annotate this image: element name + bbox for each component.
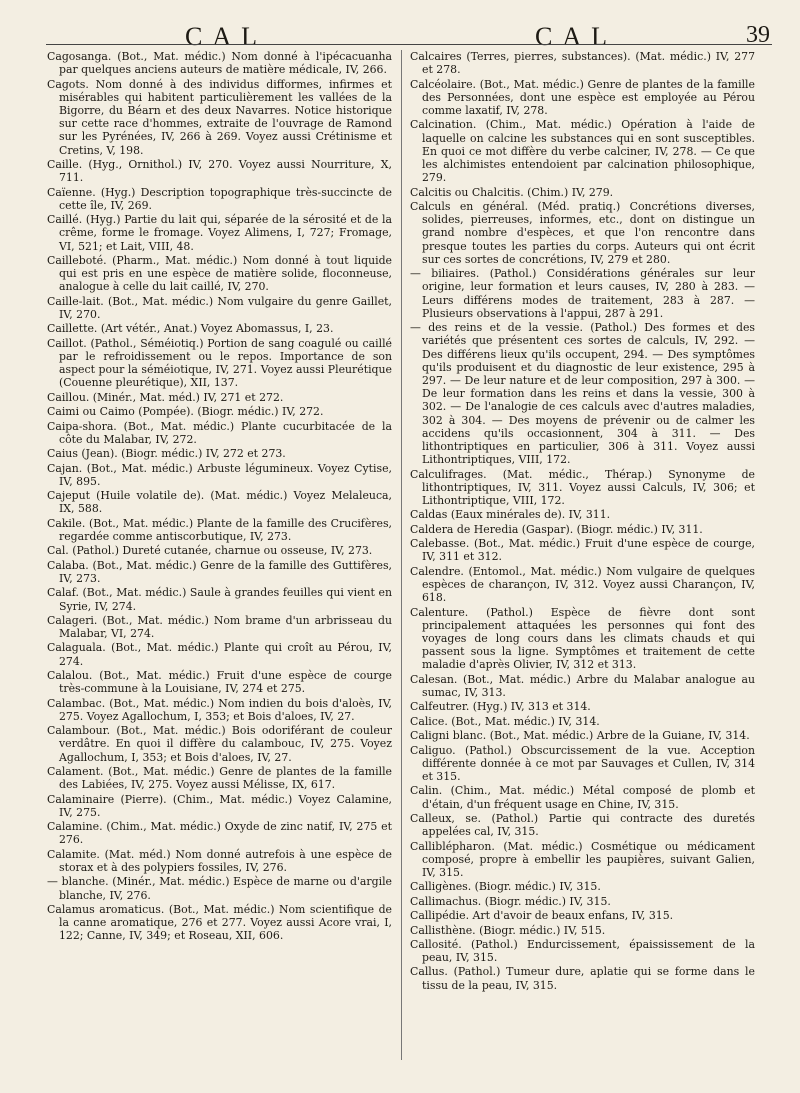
dictionary-entry: Caipa-shora. (Bot., Mat. médic.) Plante cucurbitacée de la côte du Malabar, IV, 272. xyxy=(47,419,392,446)
header-rule xyxy=(46,44,772,45)
left-column xyxy=(47,50,392,944)
page-number: 39 xyxy=(746,22,770,48)
dictionary-entry: Caillé. (Hyg.) Partie du lait qui, séparée de la sérosité et de la crême, forme le fromage. Voyez Alimens, I, 727; Fromage, VI, 521; et Lait, VIII, 48. xyxy=(47,213,392,253)
dictionary-entry: Caille. (Hyg., Ornithol.) IV, 270. Voyez aussi Nourriture, X, 711. xyxy=(47,158,392,185)
dictionary-entry: Calculifrages. (Mat. médic., Thérap.) Synonyme de lithontriptiques, IV, 311. Voyez aussi Calculs, IV, 306; et Lithontriptique, VIII, 172. xyxy=(410,467,755,508)
dictionary-entry: Cajeput (Huile volatile de). (Mat. médic.) Voyez Melaleuca, IX, 588. xyxy=(47,489,392,516)
dictionary-entry: Caliguo. (Pathol.) Obscurcissement de la vue. Acception différente donnée à ce mot par Sauvages et Cullen, IV, 314 et 315. xyxy=(410,743,755,783)
dictionary-entry: Cal. (Pathol.) Dureté cutanée, charnue ou osseuse, IV, 273. xyxy=(47,544,373,558)
dictionary-entry: Calcaires (Terres, pierres, substances). (Mat. médic.) IV, 277 et 278. xyxy=(410,50,755,77)
dictionary-entry: Calculs en général. (Méd. pratiq.) Concrétions diverses, solides, pierreuses, informes, etc., dont on distingue un grand nombre d'espèces, et que l'on rencontre dans presque toutes les parties du corps. Auteurs qui ont écrit sur ces sortes de concrétions, IV, 279 et 280. xyxy=(410,199,755,266)
column-separator xyxy=(401,50,402,1060)
dictionary-entry: Calageri. (Bot., Mat. médic.) Nom brame d'un arbrisseau du Malabar, VI, 274. xyxy=(47,613,392,641)
dictionary-entry: Callipédie. Art d'avoir de beaux enfans, IV, 315. xyxy=(410,909,674,923)
dictionary-entry: Calebasse. (Bot., Mat. médic.) Fruit d'une espèce de courge, IV, 311 et 312. xyxy=(410,537,755,564)
dictionary-entry: Caldera de Heredia (Gaspar). (Biogr. médic.) IV, 311. xyxy=(410,522,703,536)
dictionary-entry: Callus. (Pathol.) Tumeur dure, aplatie qui se forme dans le tissu de la peau, IV, 315. xyxy=(410,965,755,992)
dictionary-entry: Calaminaire (Pierre). (Chim., Mat. médic.) Voyez Calamine, IV, 275. xyxy=(47,792,392,819)
dictionary-entry: Cakile. (Bot., Mat. médic.) Plante de la famille des Crucifères, regardée comme antiscorbutique, IV, 273. xyxy=(47,516,392,543)
dictionary-entry: Caligni blanc. (Bot., Mat. médic.) Arbre de la Guiane, IV, 314. xyxy=(410,729,750,743)
dictionary-entry: Calcination. (Chim., Mat. médic.) Opération à l'aide de laquelle on calcine les substances qui en sont susceptibles. En quoi ce mot diffère du verbe calciner, IV, 278. — Ce que les alchimistes entendoient par calcination philosophique, 279. xyxy=(410,118,755,185)
dictionary-entry: Calice. (Bot., Mat. médic.) IV, 314. xyxy=(410,714,600,728)
dictionary-entry: Callosité. (Pathol.) Endurcissement, épaississement de la peau, IV, 315. xyxy=(410,937,755,965)
dictionary-entry: Calambour. (Bot., Mat. médic.) Bois odoriférant de couleur verdâtre. En quoi il diffère du calambouc, IV, 275. Voyez Agallochum, I, 353; et Bois d'aloes, IV, 27. xyxy=(47,724,392,764)
dictionary-entry: Callisthène. (Biogr. médic.) IV, 515. xyxy=(410,923,606,937)
dictionary-entry: Calin. (Chim., Mat. médic.) Métal composé de plomb et d'étain, d'un fréquent usage en Chine, IV, 315. xyxy=(410,784,755,811)
dictionary-entry: Calalou. (Bot., Mat. médic.) Fruit d'une espèce de courge très-commune à la Louisiane, IV, 274 et 275. xyxy=(47,669,392,696)
dictionary-entry: Calaguala. (Bot., Mat. médic.) Plante qui croît au Pérou, IV, 274. xyxy=(47,641,392,668)
dictionary-entry: Caïenne. (Hyg.) Description topographique très-succincte de cette île, IV, 269. xyxy=(47,185,392,212)
dictionary-entry: Calleux, se. (Pathol.) Partie qui contracte des duretés appelées cal, IV, 315. xyxy=(410,811,755,839)
dictionary-entry: Calendre. (Entomol., Mat. médic.) Nom vulgaire de quelques espèces de charançon, IV, 312. Voyez aussi Charançon, IV, 618. xyxy=(410,564,755,605)
dictionary-entry: Calesan. (Bot., Mat. médic.) Arbre du Malabar analogue au sumac, IV, 313. xyxy=(410,672,755,699)
dictionary-entry: Calcitis ou Chalcitis. (Chim.) IV, 279. xyxy=(410,185,614,199)
dictionary-entry: Calambac. (Bot., Mat. médic.) Nom indien du bois d'aloès, IV, 275. Voyez Agallochum, I, 353; et Bois d'aloes, IV, 27. xyxy=(47,696,392,723)
dictionary-entry: Callimachus. (Biogr. médic.) IV, 315. xyxy=(410,894,611,908)
dictionary-entry: Calaba. (Bot., Mat. médic.) Genre de la famille des Guttifères, IV, 273. xyxy=(47,558,392,585)
dictionary-entry: — biliaires. (Pathol.) Considérations générales sur leur origine, leur formation et leurs causes, IV, 280 à 283. — Leurs différens modes de traitement, 283 à 287. — Plusieurs observations à l'appui, 287 à 291. xyxy=(410,267,755,320)
dictionary-entry: Caillette. (Art vétér., Anat.) Voyez Abomassus, I, 23. xyxy=(47,322,334,336)
dictionary-entry: Caius (Jean). (Biogr. médic.) IV, 272 et 273. xyxy=(47,447,286,461)
dictionary-entry: Calaf. (Bot., Mat. médic.) Saule à grandes feuilles qui vient en Syrie, IV, 274. xyxy=(47,586,392,613)
dictionary-entry: Caillot. (Pathol., Séméiotiq.) Portion de sang coagulé ou caillé par le refroidissement ou le repos. Importance de son aspect pour la séméiotique, IV, 271. Voyez aussi Pleurétique (Couenne pleurétique), XII, 137. xyxy=(47,336,392,390)
running-head-left: CAL xyxy=(185,22,267,51)
dictionary-entry: Caille-lait. (Bot., Mat. médic.) Nom vulgaire du genre Gaillet, IV, 270. xyxy=(47,294,392,321)
dictionary-entry: Cagosanga. (Bot., Mat. médic.) Nom donné à l'ipécacuanha par quelques anciens auteurs de matière médicale, IV, 266. xyxy=(47,50,392,77)
dictionary-entry: Calligènes. (Biogr. médic.) IV, 315. xyxy=(410,880,601,894)
dictionary-entry: Caimi ou Caimo (Pompée). (Biogr. médic.) IV, 272. xyxy=(47,405,324,419)
right-column xyxy=(410,50,755,993)
dictionary-entry: Calamus aromaticus. (Bot., Mat. médic.) Nom scientifique de la canne aromatique, 276 et 277. Voyez aussi Acore vrai, I, 122; Canne, IV, 349; et Roseau, XII, 606. xyxy=(47,903,392,943)
dictionary-entry: Calament. (Bot., Mat. médic.) Genre de plantes de la famille des Labiées, IV, 275. Voyez aussi Mélisse, IX, 617. xyxy=(47,765,392,792)
dictionary-entry: Calenture. (Pathol.) Espèce de fièvre dont sont principalement attaquées les personnes qui font des voyages de long cours dans les climats chauds et qui passent sous la ligne. Symptômes et traitement de cette maladie d'après Olivier, IV, 312 et 313. xyxy=(410,605,755,672)
dictionary-entry: Cajan. (Bot., Mat. médic.) Arbuste légumineux. Voyez Cytise, IV, 895. xyxy=(47,461,392,488)
dictionary-entry: Cailleboté. (Pharm., Mat. médic.) Nom donné à tout liquide qui est pris en une espèce de matière solide, floconneuse, analogue à celle du lait caillé, IV, 270. xyxy=(47,253,392,294)
dictionary-entry: — des reins et de la vessie. (Pathol.) Des formes et des variétés que présentent ces sortes de calculs, IV, 292. — Des différens lieux qu'ils occupent, 294. — Des symptômes qu'ils produisent et du diagnostic de leur existence, 295 à 297. — De leur nature et de leur composition, 297 à 300. — De leur formation dans les reins et dans la vessie, 300 à 302. — De l'analogie de ces calculs avec d'autres maladies, 302 à 304. — Des moyens de prévenir ou de calmer les accidens qu'ils occasionnent, 304 à 311. — Des lithontriptiques en particulier, 306 à 311. Voyez aussi Lithontriptiques, VIII, 172. xyxy=(410,321,755,467)
dictionary-entry: Calamine. (Chim., Mat. médic.) Oxyde de zinc natif, IV, 275 et 276. xyxy=(47,820,392,847)
dictionary-entry: Calcéolaire. (Bot., Mat. médic.) Genre de plantes de la famille des Personnées, dont une espèce est employée au Pérou comme laxatif, IV, 278. xyxy=(410,77,755,117)
running-head-right: CAL xyxy=(535,22,617,51)
dictionary-entry: Caldas (Eaux minérales de). IV, 311. xyxy=(410,508,611,522)
dictionary-entry: Calamite. (Mat. méd.) Nom donné autrefois à une espèce de storax et à des polypiers fossiles, IV, 276. xyxy=(47,847,392,875)
dictionary-entry: Calfeutrer. (Hyg.) IV, 313 et 314. xyxy=(410,700,591,714)
dictionary-entry: Calliblépharon. (Mat. médic.) Cosmétique ou médicament composé, propre à embellir les paupières, suivant Galien, IV, 315. xyxy=(410,839,755,879)
dictionary-entry: — blanche. (Minér., Mat. médic.) Espèce de marne ou d'argile blanche, IV, 276. xyxy=(47,875,392,902)
dictionary-entry: Caillou. (Minér., Mat. méd.) IV, 271 et 272. xyxy=(47,390,284,404)
dictionary-entry: Cagots. Nom donné à des individus difformes, infirmes et misérables qui habitent particulièrement les vallées de la Bigorre, du Béarn et des deux Navarres. Notice historique sur cette race d'hommes, extraite de l'ouvrage de Ramond sur les Pyrénées, IV, 266 à 269. Voyez aussi Crétinisme et Cretins, V, 198. xyxy=(47,77,392,157)
